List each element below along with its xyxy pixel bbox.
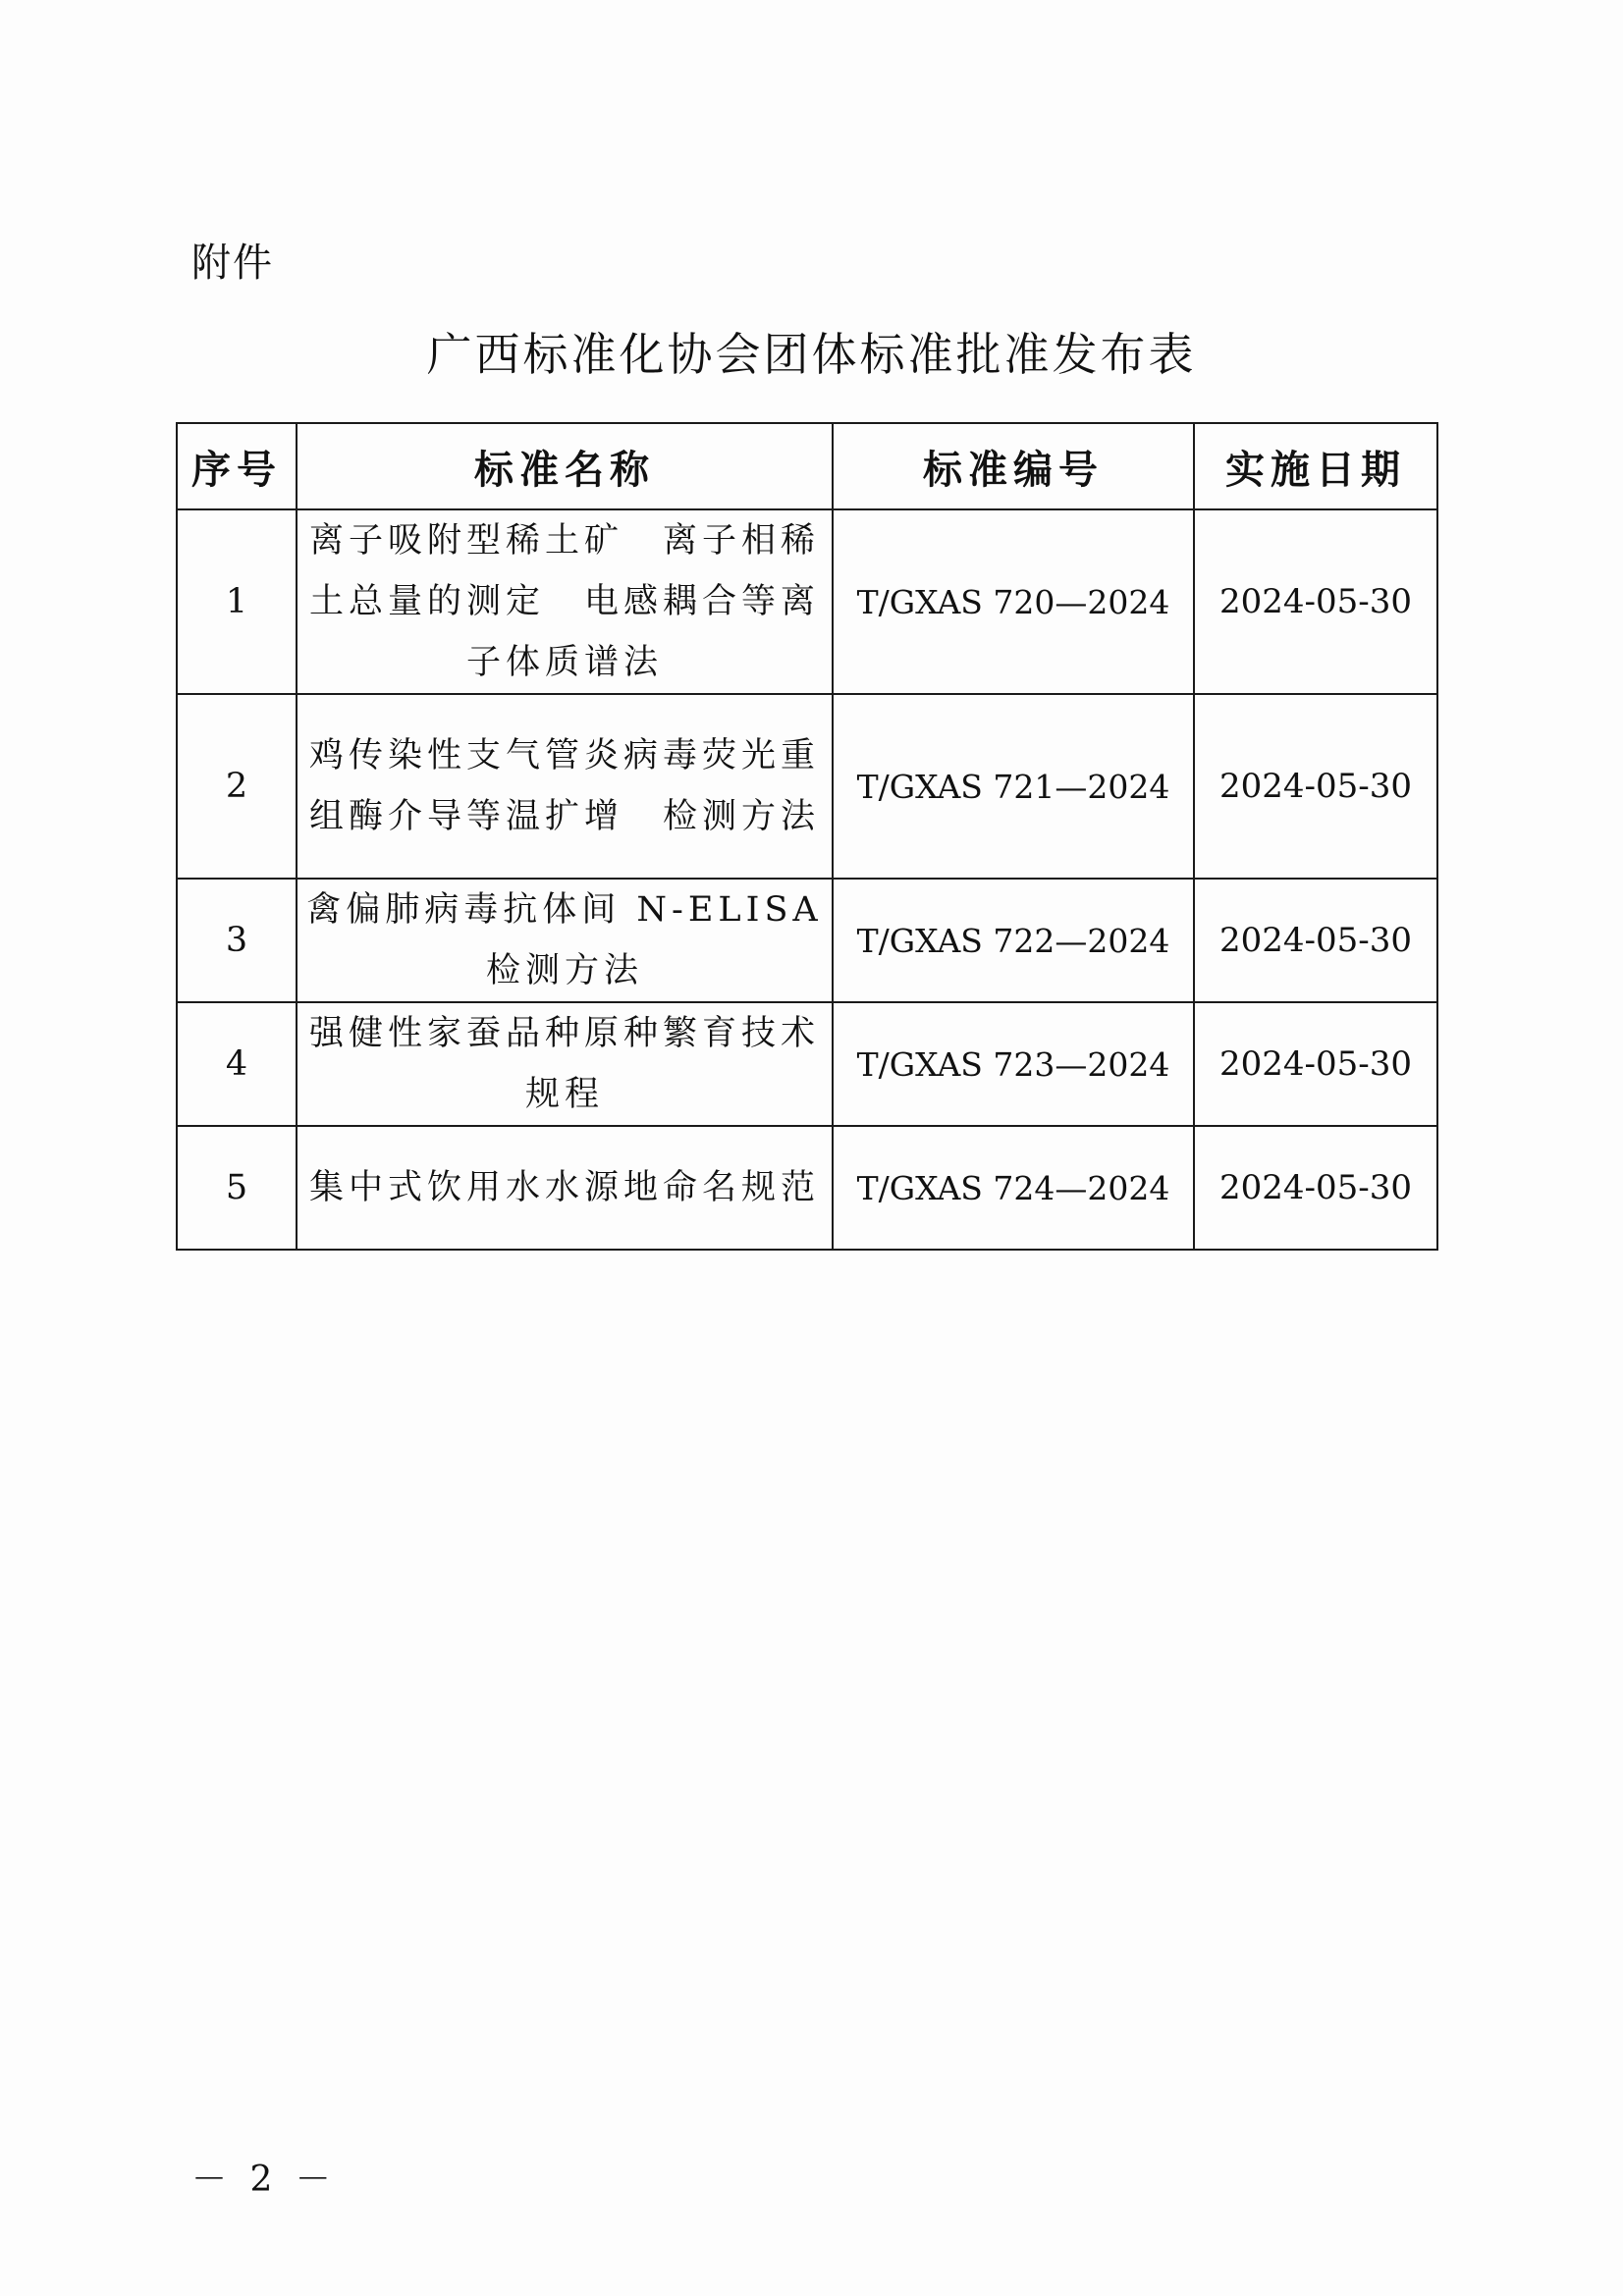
row-implementation-date: 2024-05-30 bbox=[1194, 879, 1437, 1002]
table-row bbox=[177, 879, 1437, 1002]
row-implementation-date: 2024-05-30 bbox=[1194, 509, 1437, 694]
table-row bbox=[177, 1126, 1437, 1250]
row-serial: 3 bbox=[177, 879, 297, 1002]
attachment-label: 附件 bbox=[191, 240, 274, 286]
row-implementation-date: 2024-05-30 bbox=[1194, 694, 1437, 879]
row-serial: 1 bbox=[177, 509, 297, 694]
row-serial: 2 bbox=[177, 694, 297, 879]
row-standard-name: 强健性家蚕品种原种繁育技术规程 bbox=[297, 1002, 833, 1126]
header-standard-name: 标准名称 bbox=[297, 423, 833, 509]
header-implementation-date: 实施日期 bbox=[1194, 423, 1437, 509]
row-serial: 4 bbox=[177, 1002, 297, 1126]
table-row bbox=[177, 509, 1437, 694]
header-serial: 序号 bbox=[177, 423, 297, 509]
row-standard-code: T/GXAS 722—2024 bbox=[833, 879, 1194, 1002]
row-standard-code: T/GXAS 720—2024 bbox=[833, 509, 1194, 694]
row-implementation-date: 2024-05-30 bbox=[1194, 1002, 1437, 1126]
row-standard-name: 集中式饮用水水源地命名规范 bbox=[297, 1126, 833, 1250]
table-header-row bbox=[177, 423, 1437, 509]
page-title: 广西标准化协会团体标准批准发布表 bbox=[426, 328, 1197, 381]
row-implementation-date: 2024-05-30 bbox=[1194, 1126, 1437, 1250]
row-standard-code: T/GXAS 724—2024 bbox=[833, 1126, 1194, 1250]
row-standard-name: 禽偏肺病毒抗体间 N-ELISA 检测方法 bbox=[297, 879, 833, 1002]
row-standard-code: T/GXAS 723—2024 bbox=[833, 1002, 1194, 1126]
table-row bbox=[177, 694, 1437, 879]
row-standard-code: T/GXAS 721—2024 bbox=[833, 694, 1194, 879]
row-standard-name: 离子吸附型稀土矿 离子相稀土总量的测定 电感耦合等离子体质谱法 bbox=[297, 509, 833, 694]
page-number: － 2 － bbox=[191, 2160, 337, 2200]
table-row bbox=[177, 1002, 1437, 1126]
standards-table bbox=[176, 422, 1438, 1251]
row-standard-name: 鸡传染性支气管炎病毒荧光重组酶介导等温扩增 检测方法 bbox=[297, 694, 833, 879]
header-standard-code: 标准编号 bbox=[833, 423, 1194, 509]
row-serial: 5 bbox=[177, 1126, 297, 1250]
